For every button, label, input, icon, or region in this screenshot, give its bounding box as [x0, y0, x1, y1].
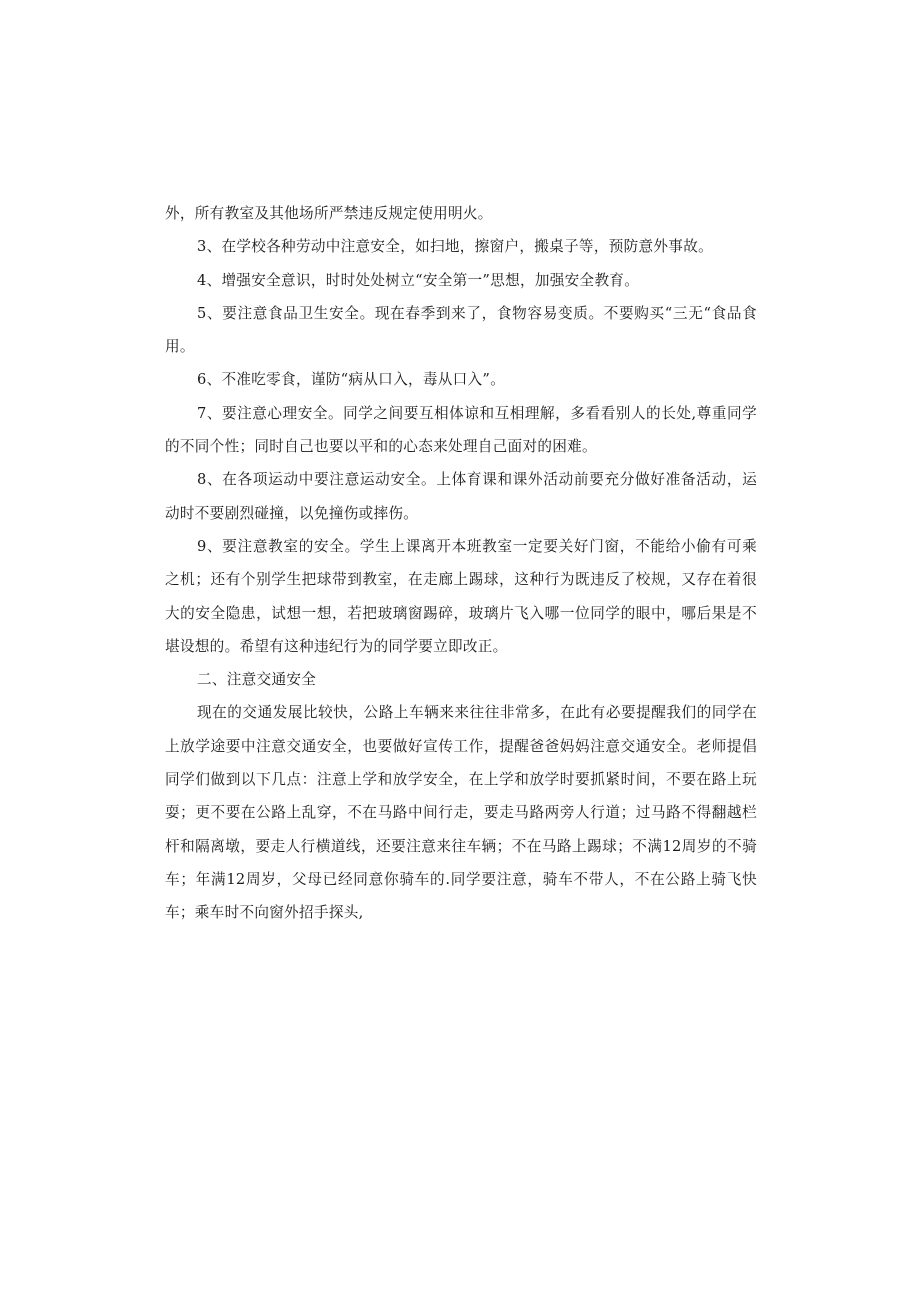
paragraph-item-9-classroom-safety: 9、要注意教室的安全。学生上课离开本班教室一定要关好门窗，不能给小偷有可乘之机；还有个别学生把球带到教室，在走廊上踢球，这种行为既违反了校规，又存在着很大的安全隐患，试想一想，若把玻璃窗踢碎，玻璃片飞入哪一位同学的眼中，哪后果是不堪设想的。希望有这种违纪行为的同学要立即改正。: [165, 537, 757, 655]
document-body: [165, 197, 757, 930]
paragraph-item-8-sports-safety: 8、在各项运动中要注意运动安全。上体育课和课外活动前要充分做好准备活动，运动时不要剧烈碰撞，以免撞伤或摔伤。: [165, 471, 757, 522]
paragraph-item-5-food-safety: 5、要注意食品卫生安全。现在春季到来了，食物容易变质。不要购买“三无“食品食用。: [165, 304, 757, 356]
paragraph-item-3-labor-safety: 3、在学校各种劳动中注意安全，如扫地，擦窗户，搬桌子等，预防意外事故。: [197, 238, 713, 256]
paragraph-traffic-safety: 现在的交通发展比较快，公路上车辆来来往往非常多，在此有必要提醒我们的同学在上放学途要中注意交通安全，也要做好宣传工作，提醒爸爸妈妈注意交通安全。老师提倡同学们做到以下几点：注意上学和放学安全，在上学和放学时要抓紧时间，不要在路上玩耍；更不要在公路上乱穿，不在马路中间行走，要走马路两旁人行道；过马路不得翻越栏杆和隔离墩，要走人行横道线，还要注意来往车辆；不在马路上踢球；不满12周岁的不骑车；年满12周岁，父母已经同意你骑车的.同学要注意，骑车不带人，不在公路上骑飞快车；乘车时不向窗外招手探头,: [165, 704, 757, 922]
paragraph-item-6-no-snacks: 6、不准吃零食，谨防“病从口入，毒从口入”。: [197, 371, 506, 389]
paragraph-open-flame-rule: 外，所有教室及其他场所严禁违反规定使用明火。: [165, 205, 493, 222]
section-heading-traffic-safety: 二、注意交通安全: [197, 671, 317, 689]
paragraph-item-4-safety-awareness: 4、增强安全意识，时时处处树立“安全第一”思想，加强安全教育。: [197, 271, 640, 289]
paragraph-item-7-mental-safety: 7、要注意心理安全。同学之间要互相体谅和互相理解，多看看别人的长处,尊重同学的不同个性；同时自己也要以平和的心态来处理自己面对的困难。: [165, 404, 757, 456]
